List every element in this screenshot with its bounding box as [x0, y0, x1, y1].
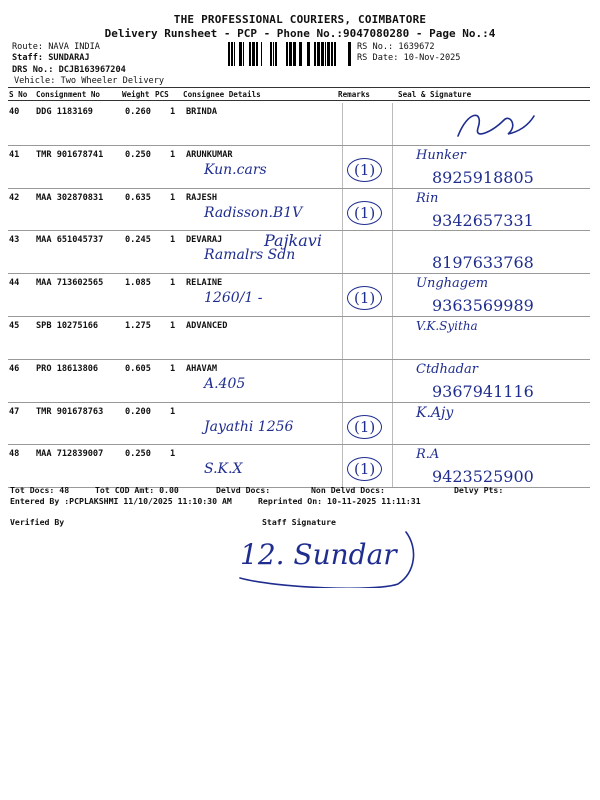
row-weight: 0.200 — [125, 406, 151, 417]
row-consignment-no: TMR 901678741 — [36, 149, 104, 160]
barcode — [228, 42, 352, 66]
row-pcs: 1 — [170, 107, 176, 117]
staff-signature-flourish — [236, 528, 426, 588]
column-divider — [342, 317, 343, 359]
column-divider — [342, 189, 343, 231]
row-consignee: ADVANCED — [186, 321, 228, 331]
col-pcs: PCS — [155, 90, 169, 99]
rs-date: RS Date: 10-Nov-2025 — [357, 53, 461, 63]
handwritten-signature: R.A — [416, 447, 440, 463]
row-40-signature-scribble — [448, 106, 538, 146]
column-divider — [342, 274, 343, 316]
row-sno: 43 — [9, 235, 20, 246]
row-weight: 1.085 — [125, 278, 151, 289]
row-weight: 0.250 — [125, 149, 151, 160]
handwritten-remark: (1) — [347, 201, 382, 225]
handwritten-remark: Pajkavi — [264, 231, 322, 251]
handwritten-remark: (1) — [347, 158, 382, 182]
handwritten-consignee-note: Radisson.B1V — [204, 204, 303, 221]
column-divider — [342, 231, 343, 273]
row-pcs: 1 — [170, 363, 176, 374]
row-sno: 40 — [9, 107, 20, 117]
table-row — [8, 317, 590, 360]
barcode-bar — [325, 42, 326, 66]
row-weight: 1.275 — [125, 321, 151, 331]
delivered-docs: Delvd Docs: — [216, 485, 271, 495]
column-divider — [392, 403, 393, 445]
col-consignment: Consignment No — [36, 90, 101, 99]
column-divider — [392, 360, 393, 402]
handwritten-consignee-note: S.K.X — [204, 461, 243, 478]
row-consignee: DEVARAJ — [186, 235, 223, 246]
column-divider — [392, 231, 393, 273]
row-pcs: 1 — [170, 278, 176, 289]
col-remarks: Remarks — [338, 90, 371, 99]
row-consignment-no: SPB 10275166 — [36, 321, 99, 331]
row-consignment-no: MAA 713602565 — [36, 278, 104, 289]
column-divider — [342, 103, 343, 145]
row-sno: 45 — [9, 321, 20, 331]
row-weight: 0.250 — [125, 449, 151, 460]
handwritten-signature: Hunker — [416, 147, 466, 163]
handwritten-remark: (1) — [347, 286, 382, 310]
row-consignment-no: PRO 18613806 — [36, 363, 99, 374]
column-divider — [392, 189, 393, 231]
staff-signature-label: Staff Signature — [262, 517, 336, 527]
row-sno: 48 — [9, 449, 20, 460]
barcode-bar — [239, 42, 242, 66]
handwritten-consignee-note: 1260/1 - — [204, 290, 263, 307]
row-consignee: RAJESH — [186, 192, 218, 203]
row-consignee: RELAINE — [186, 278, 223, 289]
row-pcs: 1 — [170, 235, 176, 246]
document-title: THE PROFESSIONAL COURIERS, COIMBATORE — [173, 13, 427, 26]
row-consignment-no: MAA 651045737 — [36, 235, 104, 246]
row-sno: 47 — [9, 406, 20, 417]
handwritten-phone: 9423525900 — [432, 467, 534, 487]
col-sno: S No — [9, 90, 28, 99]
non-delivered-docs: Non Delvd Docs: — [311, 485, 385, 495]
vehicle: Vehicle: Two Wheeler Delivery — [14, 76, 165, 86]
staff-signature: 12. Sundar — [240, 538, 397, 571]
barcode-bar — [275, 42, 277, 66]
handwritten-consignee-note: Kun.cars — [204, 161, 267, 178]
barcode-bar — [307, 42, 310, 66]
table-row — [8, 403, 590, 446]
handwritten-phone: 8197633768 — [432, 253, 534, 273]
column-divider — [392, 103, 393, 145]
handwritten-remark: (1) — [347, 457, 382, 481]
column-divider — [342, 146, 343, 188]
barcode-bar — [231, 42, 233, 66]
barcode-bar — [256, 42, 258, 66]
row-pcs: 1 — [170, 321, 176, 331]
rs-number: RS No.: 1639672 — [357, 42, 435, 52]
row-sno: 41 — [9, 149, 20, 160]
header-top-rule — [8, 87, 590, 88]
handwritten-signature: V.K.Syitha — [416, 319, 478, 333]
row-pcs: 1 — [170, 406, 176, 417]
table-row — [8, 274, 590, 317]
row-consignee: AHAVAM — [186, 363, 218, 374]
table-row — [8, 360, 590, 403]
handwritten-phone: 9367941116 — [432, 381, 534, 401]
barcode-bar — [348, 42, 351, 66]
column-divider — [392, 445, 393, 487]
barcode-bar — [234, 42, 235, 66]
handwritten-signature: Unghagem — [416, 276, 489, 292]
row-sno: 42 — [9, 192, 20, 203]
row-sno: 46 — [9, 363, 20, 374]
row-consignment-no: MAA 302870831 — [36, 192, 104, 203]
barcode-bar — [261, 42, 262, 66]
column-divider — [342, 403, 343, 445]
handwritten-signature: Rin — [416, 190, 439, 206]
row-sno: 44 — [9, 278, 20, 289]
col-weight: Weight — [122, 90, 150, 99]
barcode-bar — [327, 42, 330, 66]
table-row — [8, 445, 590, 488]
row-weight: 0.260 — [125, 107, 151, 117]
drs-number: DRS No.: DCJB163967204 — [12, 65, 126, 75]
verified-by: Verified By — [10, 517, 65, 527]
staff: Staff: SUNDARAJ — [12, 53, 90, 63]
handwritten-consignee-note: Ramalrs Sdn — [204, 247, 296, 264]
table-row — [8, 231, 590, 274]
row-weight: 0.245 — [125, 235, 151, 246]
barcode-bar — [273, 42, 274, 66]
row-consignee: ARUNKUMAR — [186, 149, 233, 160]
row-consignment-no: MAA 712839007 — [36, 449, 104, 460]
column-divider — [342, 445, 343, 487]
document-subtitle: Delivery Runsheet - PCP - Phone No.:9047080280 - Page No.:4 — [104, 27, 496, 40]
total-cod: Tot COD Amt: 0.00 — [95, 485, 179, 495]
row-pcs: 1 — [170, 149, 176, 160]
row-pcs: 1 — [170, 192, 176, 203]
column-divider — [392, 317, 393, 359]
barcode-bar — [289, 42, 292, 66]
barcode-bar — [286, 42, 288, 66]
handwritten-consignee-note: Jayathi 1256 — [204, 418, 294, 435]
route: Route: NAVA INDIA — [12, 42, 100, 52]
barcode-bar — [293, 42, 296, 66]
barcode-bar — [331, 42, 333, 66]
handwritten-phone: 9342657331 — [432, 210, 534, 230]
row-consignment-no: TMR 901678763 — [36, 406, 104, 417]
barcode-bar — [317, 42, 320, 66]
row-pcs: 1 — [170, 449, 176, 460]
row-consignee: BRINDA — [186, 107, 218, 117]
barcode-bar — [270, 42, 272, 66]
barcode-bar — [243, 42, 244, 66]
reprinted-on: Reprinted On: 10-11-2025 11:11:31 — [258, 496, 421, 506]
row-weight: 0.635 — [125, 192, 151, 203]
table-row — [8, 146, 590, 189]
col-consignee: Consignee Details — [183, 90, 261, 99]
barcode-bar — [299, 42, 302, 66]
total-docs: Tot Docs: 48 — [10, 485, 70, 495]
column-divider — [392, 146, 393, 188]
header-bottom-rule — [8, 100, 590, 101]
column-divider — [342, 360, 343, 402]
barcode-bar — [314, 42, 316, 66]
handwritten-consignee-note: A.405 — [204, 375, 246, 392]
barcode-bar — [321, 42, 324, 66]
table-row — [8, 189, 590, 232]
handwritten-signature: Ctdhadar — [416, 361, 478, 377]
entered-by: Entered By :PCPLAKSHMI 11/10/2025 11:10:30 AM — [10, 496, 232, 506]
delivery-points: Delvy Pts: — [454, 485, 504, 495]
row-consignment-no: DDG 1183169 — [36, 107, 93, 117]
col-seal-signature: Seal & Signature — [398, 90, 472, 99]
handwritten-phone: 9363569989 — [432, 296, 534, 316]
barcode-bar — [252, 42, 255, 66]
barcode-bar — [228, 42, 230, 66]
handwritten-signature: K.Ajy — [416, 404, 454, 421]
barcode-bar — [334, 42, 336, 66]
handwritten-remark: (1) — [347, 415, 382, 439]
barcode-bar — [249, 42, 251, 66]
column-divider — [392, 274, 393, 316]
handwritten-phone: 8925918805 — [432, 167, 534, 187]
row-weight: 0.605 — [125, 363, 151, 374]
